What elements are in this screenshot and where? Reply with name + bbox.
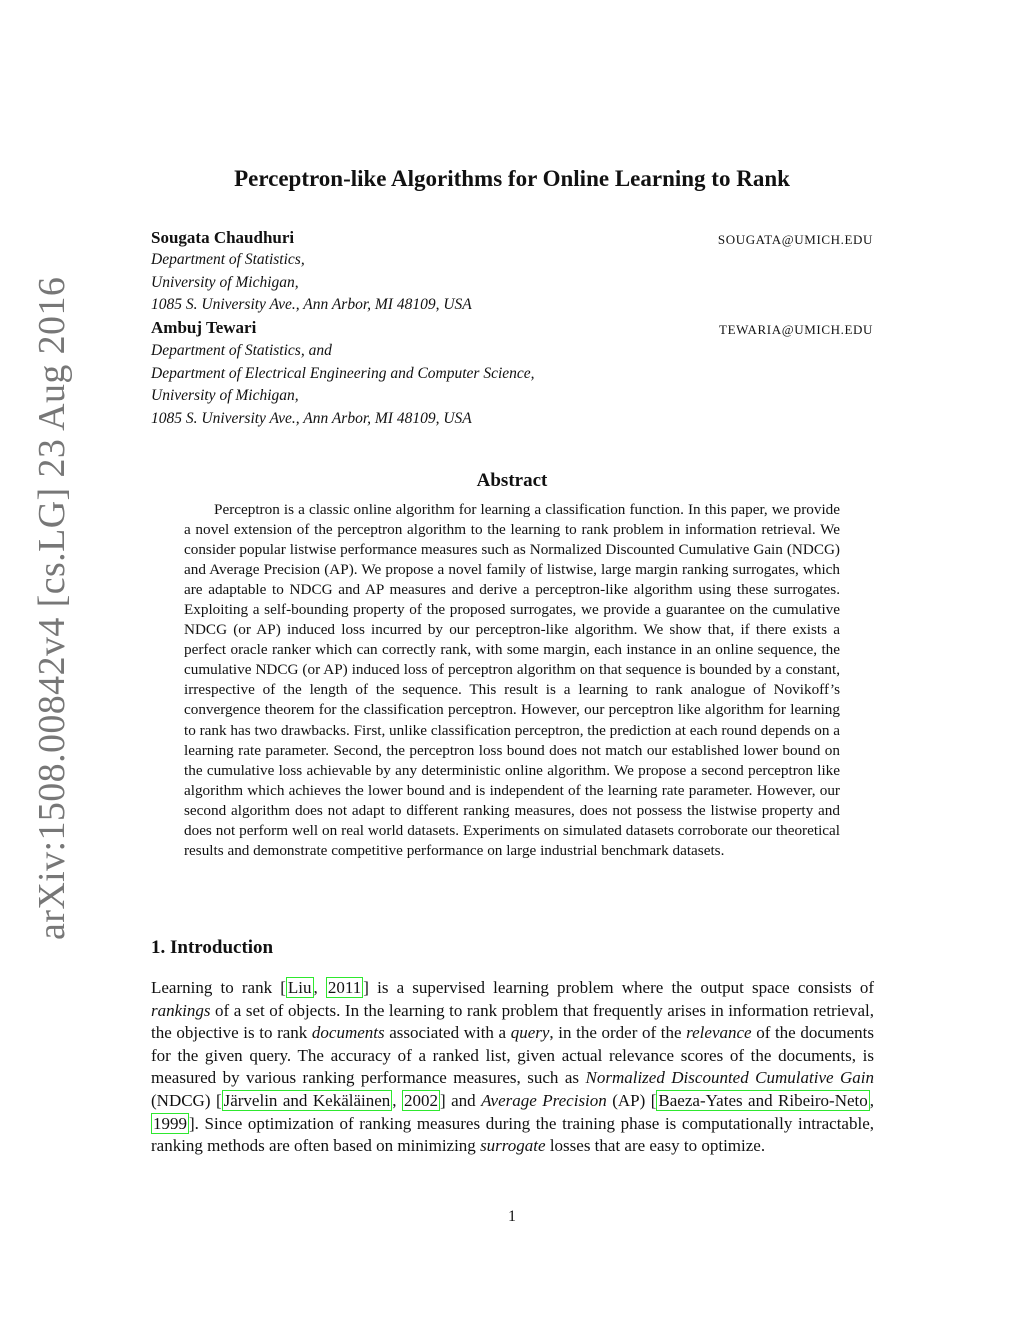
paper-title: Perceptron-like Algorithms for Online Learning to Rank xyxy=(234,166,790,191)
intro-text: , xyxy=(869,1090,875,1110)
arxiv-stamp: arXiv:1508.00842v4 [cs.LG] 23 Aug 2016 xyxy=(31,276,73,940)
author-affiliation-line: University of Michigan, xyxy=(151,274,299,291)
author-affiliation-line: University of Michigan, xyxy=(151,387,299,404)
intro-emphasis: Normalized Discounted Cumulative Gain xyxy=(585,1068,874,1088)
intro-emphasis: rankings xyxy=(151,1000,211,1020)
author-affiliation-line: 1085 S. University Ave., Ann Arbor, MI 48109, USA xyxy=(151,296,472,313)
intro-text: ] is a supervised learning problem where the output space consists of xyxy=(363,978,875,997)
author-affiliation-line: 1085 S. University Ave., Ann Arbor, MI 48109, USA xyxy=(151,410,472,427)
intro-emphasis: surrogate xyxy=(480,1136,546,1156)
intro-text: of the documents for the given query. The accuracy of a ranked list, given actual relevance scores of the documents, is measured by various ranking performance measures, such as xyxy=(151,1023,874,1088)
intro-text: losses that are easy to optimize. xyxy=(545,1136,766,1156)
intro-text: of a set of objects. In the learning to rank problem that frequently arises in information retrieval, the objective is to rank xyxy=(151,1000,874,1043)
author-affiliation-line: Department of Statistics, xyxy=(151,251,305,268)
citation-link[interactable]: 1999 xyxy=(153,1113,187,1133)
citation-link[interactable]: 2002 xyxy=(403,1090,438,1110)
intro-text: Learning to rank [ xyxy=(151,978,286,997)
section-heading: 1. Introduction xyxy=(151,937,274,958)
intro-emphasis: documents xyxy=(311,1023,385,1043)
page-number: 1 xyxy=(508,1208,516,1225)
author-email[interactable]: SOUGATA@UMICH.EDU xyxy=(717,232,873,247)
intro-emphasis: relevance xyxy=(686,1023,752,1043)
author-name: Ambuj Tewari xyxy=(151,318,257,337)
author-affiliation-line: Department of Electrical Engineering and Computer Science, xyxy=(151,365,535,382)
intro-text: (AP) [ xyxy=(606,1090,657,1110)
author-name: Sougata Chaudhuri xyxy=(151,228,295,247)
intro-text: ] and xyxy=(439,1090,482,1110)
intro-emphasis: query xyxy=(510,1023,550,1043)
author-email[interactable]: TEWARIA@UMICH.EDU xyxy=(719,322,873,337)
intro-emphasis: Average Precision xyxy=(481,1090,607,1110)
intro-text: (NDCG) [ xyxy=(151,1090,222,1110)
intro-text: , xyxy=(392,1090,402,1110)
abstract-heading: Abstract xyxy=(476,470,548,491)
intro-text: , in the order of the xyxy=(549,1023,687,1043)
citation-link[interactable]: 2011 xyxy=(327,978,362,997)
citation-link[interactable]: Baeza-Yates and Ribeiro-Neto xyxy=(658,1090,868,1110)
citation-link[interactable]: Liu xyxy=(287,978,312,997)
intro-text: , xyxy=(313,978,326,997)
author-affiliation-line: Department of Statistics, and xyxy=(151,342,332,359)
intro-text: associated with a xyxy=(384,1023,511,1043)
intro-text: ]. Since optimization of ranking measures during the training phase is computationally intractable, ranking methods are often based on minimizing xyxy=(151,1113,874,1156)
citation-link[interactable]: Järvelin and Kekäläinen xyxy=(223,1090,391,1110)
abstract-body: Perceptron is a classic online algorithm for learning a classification function. In this paper, we provide a novel extension of the perceptron algorithm to the learning to rank problem in information retrieval. We consider popular listwise performance measures such as Normalized Discounted Cumulative Gain (NDCG) and Average Precision (AP). We propose a novel family of listwise, large margin ranking surrogates, which are adaptable to NDCG and AP measures and derive a perceptron-like algorithm using these surrogates. Exploiting a self-bounding property of the proposed surrogates, we provide a guarantee on the cumulative NDCG (or AP) induced loss incurred by our perceptron-like algorithm. We show that, if there exists a perfect oracle ranker which can correctly rank, with some margin, each instance in an online sequence, the cumulative NDCG (or AP) induced loss of perceptron algorithm on that sequence is bounded by a constant, irrespective of the length of the sequence. This result is a learning to rank analogue of Novikoff’s convergence theorem for the classification perceptron. However, our perceptron like algorithm for learning to rank has two drawbacks. First, unlike classification perceptron, the prediction at each round depends on a learning rate parameter. Second, the perceptron loss bound does not match our established lower bound on the cumulative loss achievable by any deterministic online algorithm. We propose a second perceptron like algorithm which achieves the lower bound and is independent of the learning rate parameter. However, our second algorithm does not adapt to different ranking measures, does not possess the listwise property and does not perform well on real world datasets. Experiments on simulated datasets corroborate our theoretical results and demonstrate competitive performance on large industrial benchmark datasets. xyxy=(184,501,840,859)
intro-paragraph xyxy=(151,977,874,1158)
